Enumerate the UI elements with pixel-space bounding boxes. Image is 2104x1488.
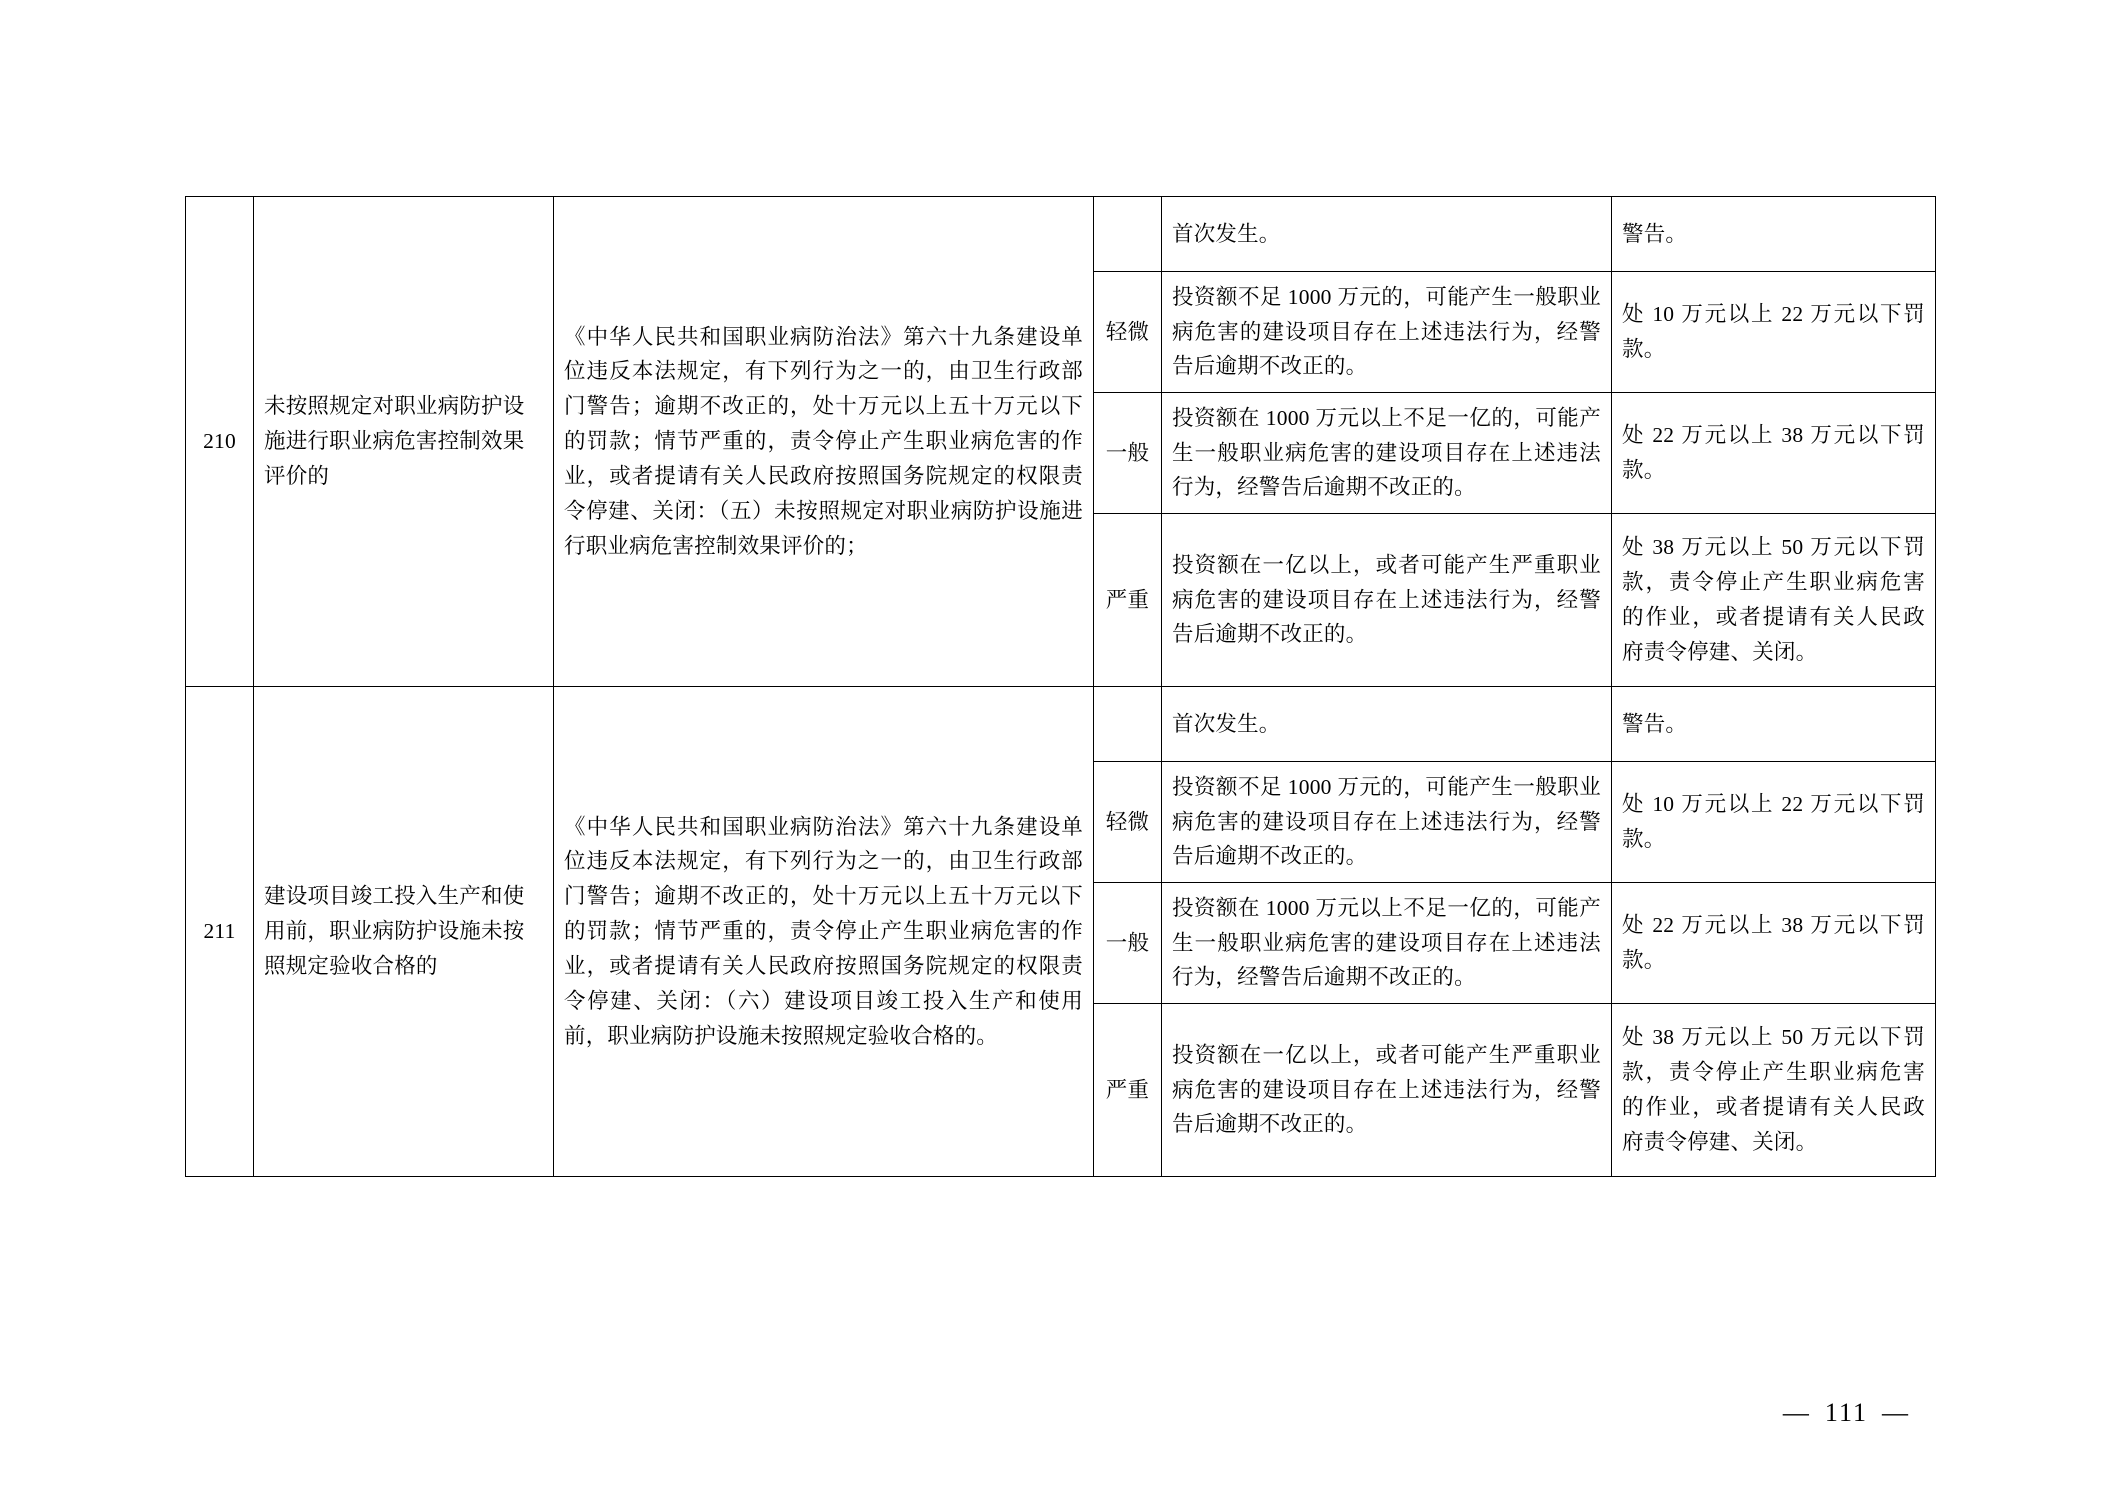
penalty-text: 警告。	[1612, 197, 1936, 272]
page-number-dash-left: —	[1782, 1398, 1811, 1427]
condition-text: 投资额在 1000 万元以上不足一亿的，可能产生一般职业病危害的建设项目存在上述违法行为，经警告后逾期不改正的。	[1162, 883, 1612, 1004]
condition-text: 投资额在 1000 万元以上不足一亿的，可能产生一般职业病危害的建设项目存在上述违法行为，经警告后逾期不改正的。	[1162, 393, 1612, 514]
page-number-value: 111	[1824, 1398, 1868, 1427]
table-row	[186, 687, 1936, 762]
condition-text: 投资额不足 1000 万元的，可能产生一般职业病危害的建设项目存在上述违法行为，经警告后逾期不改正的。	[1162, 272, 1612, 393]
legal-basis: 《中华人民共和国职业病防治法》第六十九条建设单位违反本法规定，有下列行为之一的，由卫生行政部门警告；逾期不改正的，处十万元以上五十万元以下的罚款；情节严重的，责令停止产生职业病危害的作业，或者提请有关人民政府按照国务院规定的权限责令停建、关闭：（六）建设项目竣工投入生产和使用前，职业病防护设施未按照规定验收合格的。	[554, 687, 1094, 1177]
penalty-text: 处 38 万元以上 50 万元以下罚款，责令停止产生职业病危害的作业，或者提请有关人民政府责令停建、关闭。	[1612, 514, 1936, 687]
page-number-dash-right: —	[1882, 1398, 1910, 1427]
condition-text: 首次发生。	[1162, 197, 1612, 272]
penalty-text: 警告。	[1612, 687, 1936, 762]
severity-level: 一般	[1094, 393, 1162, 514]
condition-text: 首次发生。	[1162, 687, 1612, 762]
penalty-text: 处 10 万元以上 22 万元以下罚款。	[1612, 762, 1936, 883]
condition-text: 投资额在一亿以上，或者可能产生严重职业病危害的建设项目存在上述违法行为，经警告后逾期不改正的。	[1162, 1004, 1612, 1177]
severity-level: 严重	[1094, 514, 1162, 687]
table	[185, 196, 1936, 1177]
severity-level: 轻微	[1094, 272, 1162, 393]
row-number: 210	[186, 197, 254, 687]
penalty-text: 处 22 万元以上 38 万元以下罚款。	[1612, 883, 1936, 1004]
violation-item: 未按照规定对职业病防护设施进行职业病危害控制效果评价的	[254, 197, 554, 687]
severity-level: 严重	[1094, 1004, 1162, 1177]
legal-basis: 《中华人民共和国职业病防治法》第六十九条建设单位违反本法规定，有下列行为之一的，由卫生行政部门警告；逾期不改正的，处十万元以上五十万元以下的罚款；情节严重的，责令停止产生职业病危害的作业，或者提请有关人民政府按照国务院规定的权限责令停建、关闭：（五）未按照规定对职业病防护设施进行职业病危害控制效果评价的；	[554, 197, 1094, 687]
severity-level	[1094, 687, 1162, 762]
table-row	[186, 197, 1936, 272]
severity-level	[1094, 197, 1162, 272]
penalty-discretion-table	[185, 196, 1935, 1177]
page-number	[1769, 1398, 1924, 1428]
violation-item: 建设项目竣工投入生产和使用前，职业病防护设施未按照规定验收合格的	[254, 687, 554, 1177]
penalty-text: 处 22 万元以上 38 万元以下罚款。	[1612, 393, 1936, 514]
severity-level: 轻微	[1094, 762, 1162, 883]
condition-text: 投资额在一亿以上，或者可能产生严重职业病危害的建设项目存在上述违法行为，经警告后逾期不改正的。	[1162, 514, 1612, 687]
row-number: 211	[186, 687, 254, 1177]
penalty-text: 处 38 万元以上 50 万元以下罚款，责令停止产生职业病危害的作业，或者提请有关人民政府责令停建、关闭。	[1612, 1004, 1936, 1177]
penalty-text: 处 10 万元以上 22 万元以下罚款。	[1612, 272, 1936, 393]
severity-level: 一般	[1094, 883, 1162, 1004]
condition-text: 投资额不足 1000 万元的，可能产生一般职业病危害的建设项目存在上述违法行为，经警告后逾期不改正的。	[1162, 762, 1612, 883]
